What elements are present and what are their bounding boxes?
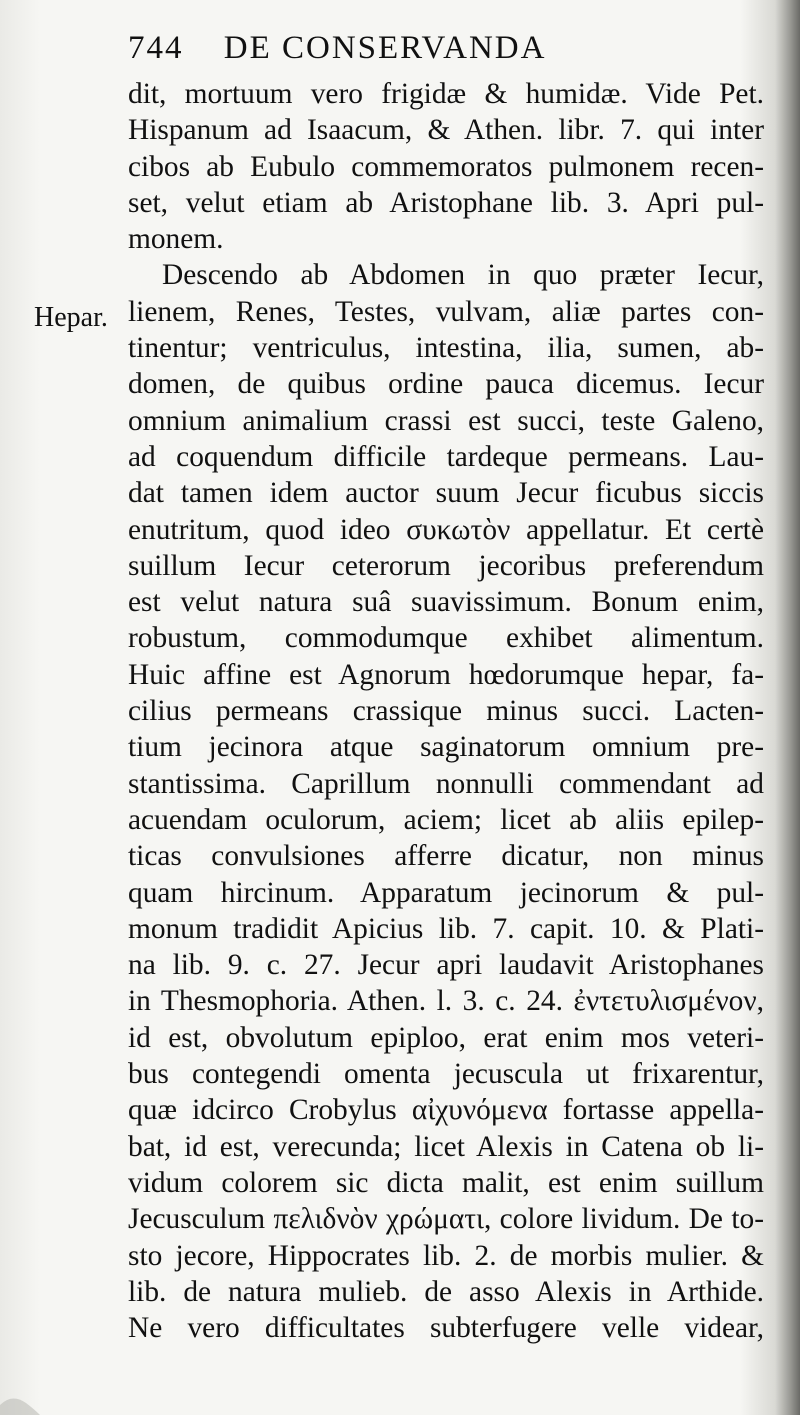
text-line: lienem, Renes, Testes, vulvam, aliæ partes con- xyxy=(128,295,764,328)
text-line: Ne vero difficultates subterfugere velle videar, xyxy=(128,1312,764,1345)
text-line: dat tamen idem auctor suum Jecur ficubus siccis xyxy=(128,477,764,510)
text-line: quæ idcirco Crobylus αἰχυνόμενα fortasse appella- xyxy=(128,1094,764,1127)
text-line: na lib. 9. c. 27. Jecur apri laudavit Aristophanes xyxy=(128,949,764,982)
text-line: bus contegendi omenta jecuscula ut frixarentur, xyxy=(128,1058,764,1091)
text-line: bat, id est, verecunda; licet Alexis in Catena ob li- xyxy=(128,1130,764,1163)
text-line: acuendam oculorum, aciem; licet ab aliis epilep- xyxy=(128,803,764,836)
margin-note-hepar: Hepar. xyxy=(34,302,108,333)
text-line: Huic affine est Agnorum hœdorumque hepar, fa- xyxy=(128,658,764,691)
text-line: Hispanum ad Isaacum, & Athen. libr. 7. qui inter xyxy=(128,114,764,147)
text-line: suillum Iecur ceterorum jecoribus preferendum xyxy=(128,549,764,582)
text-line: lib. de natura mulieb. de asso Alexis in Arthide. xyxy=(128,1275,764,1308)
text-line: ad coquendum difficile tardeque permeans. Lau- xyxy=(128,440,764,473)
text-line: omnium animalium crassi est succi, teste Galeno, xyxy=(128,404,764,437)
text-line: vidum colorem sic dicta malit, est enim suillum xyxy=(128,1166,764,1199)
text-line: robustum, commodumque exhibet alimentum. xyxy=(128,622,764,655)
page-number: 744 xyxy=(128,30,184,66)
text-line: Jecusculum πελιδνὸν χρώματι, colore lividum. De to- xyxy=(128,1203,764,1236)
text-line: ticas convulsiones afferre dicatur, non minus xyxy=(128,840,764,873)
text-line: cibos ab Eubulo commemoratos pulmonem recen- xyxy=(128,150,764,183)
text-line: est velut natura suâ suavissimum. Bonum enim, xyxy=(128,586,764,619)
text-line: tium jecinora atque saginatorum omnium pre- xyxy=(128,731,764,764)
text-line: dit, mortuum vero frigidæ & humidæ. Vide Pet. xyxy=(128,78,764,110)
text-line: Descendo ab Abdomen in quo præter Iecur, xyxy=(162,259,764,292)
text-line: in Thesmophoria. Athen. l. 3. c. 24. ἐντετυλισμένον, xyxy=(128,985,764,1018)
page-header xyxy=(128,30,546,80)
text-line: sto jecore, Hippocrates lib. 2. de morbis mulier. & xyxy=(128,1239,764,1272)
text-line: id est, obvolutum epiploo, erat enim mos veteri- xyxy=(128,1021,764,1054)
text-body xyxy=(128,76,764,1346)
text-line: monem. xyxy=(128,223,224,256)
text-line: cilius permeans crassique minus succi. Lacten- xyxy=(128,695,764,728)
text-line: quam hircinum. Apparatum jecinorum & pul- xyxy=(128,876,764,909)
text-line: tinentur; ventriculus, intestina, ilia, sumen, ab- xyxy=(128,332,764,365)
text-line: monum tradidit Apicius lib. 7. capit. 10. & Plati- xyxy=(128,912,764,945)
text-line: stantissima. Caprillum nonnulli commendant ad xyxy=(128,767,764,800)
paper-stain xyxy=(0,1375,60,1415)
text-line: enutritum, quod ideo συκωτὸν appellatur. Et certè xyxy=(128,513,764,546)
text-line: set, velut etiam ab Aristophane lib. 3. Apri pul- xyxy=(128,186,764,219)
text-line: domen, de quibus ordine pauca dicemus. Iecur xyxy=(128,368,764,401)
running-title: DE CONSERVANDA xyxy=(223,30,547,66)
